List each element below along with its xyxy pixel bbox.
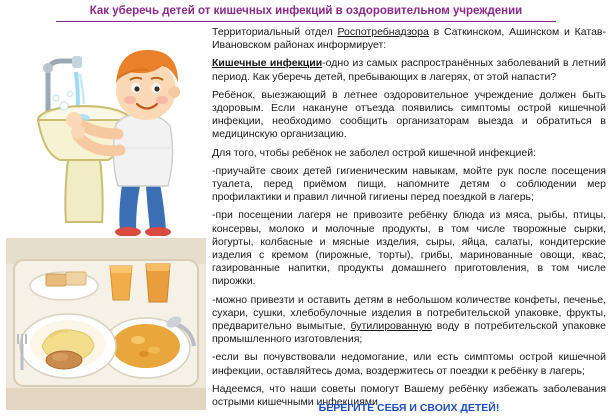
paragraph-2 [212, 57, 606, 83]
meal-tray-photo-svg [6, 238, 206, 410]
meal-tray-photo [6, 238, 206, 410]
p7-run-3: воду в потребительской упаковке промышленного изготовления; [212, 320, 606, 346]
paragraph-8: -если вы почувствовали недомогание, или есть симптомы острой кишечной инфекции, оставляйтесь дома, воздержитесь от поездки к ребёнку в лагерь; [212, 351, 606, 377]
title-underline [56, 21, 556, 22]
p2-run-2: -одно из самых распространённых заболеваний в летний период. Как уберечь детей, пребывающих в лагерях, от этой напасти? [212, 57, 606, 83]
rospotrebnadzor-link[interactable]: Роспотребнадзора [337, 26, 429, 38]
paragraph-5: -приучайте своих детей гигиеническим навыкам, мойте рук после посещения туалета, перед приёмом пищи, напомните детям о соблюдении мер профилактики и правил личной гигиены перед поездкой в лагерь; [212, 164, 606, 204]
paragraph-1 [212, 26, 606, 52]
page-title: Как уберечь детей от кишечных инфекций в оздоровительном учреждении [89, 5, 523, 17]
p7-run-1: -можно привезти и оставить детям в небольшом количестве конфеты, печенье, сухари, сушки, хлебобулочные изделия в потребительской упаковке, фрукты, предварительно вымытые, [212, 293, 606, 333]
footer-slogan: БЕРЕГИТЕ СЕБЯ И СВОИХ ДЕТЕЙ! [318, 402, 500, 414]
intestinal-infections-term: Кишечные инфекции [212, 57, 323, 70]
handwashing-illustration [6, 28, 206, 236]
paragraph-9: Надеемся, что наши советы помогут Вашему ребёнку избежать заболевания острыми кишечными инфекциями [212, 382, 606, 409]
handwashing-illustration-svg [6, 28, 206, 236]
article-body [212, 26, 606, 414]
paragraph-7 [212, 294, 606, 347]
paragraph-6: -при посещении лагеря не привозите ребёнку блюда из мяса, рыбы, птицы, консервы, молоко и молочные продукты, в том числе творожные сырки, йогурты, колбасные и мясные изделия, сыры, яйца, салаты, кондитерские изделия с кремом (пирожные, торты), грибы, маринованные овощи, квас, газированные напитки, продукты домашнего приготовления, в том числе пирожки. [212, 209, 606, 288]
paragraph-4: Для того, чтобы ребёнок не заболел острой кишечной инфекцией: [212, 146, 537, 159]
bottled-water-term: бутилированную [350, 320, 432, 333]
p1-run-3: в Саткинском, Ашинском и Катав-Ивановском районах информирует: [212, 26, 606, 52]
p1-run-1: Территориальный отдел [212, 26, 338, 38]
paragraph-3: Ребёнок, выезжающий в летнее оздоровительное учреждение должен быть здоровым. Если накануне отъезда появились симптомы острой кишечной инфекции, необходимо сообщить организаторам выезда и обратиться в медицинскую организацию. [212, 88, 606, 141]
